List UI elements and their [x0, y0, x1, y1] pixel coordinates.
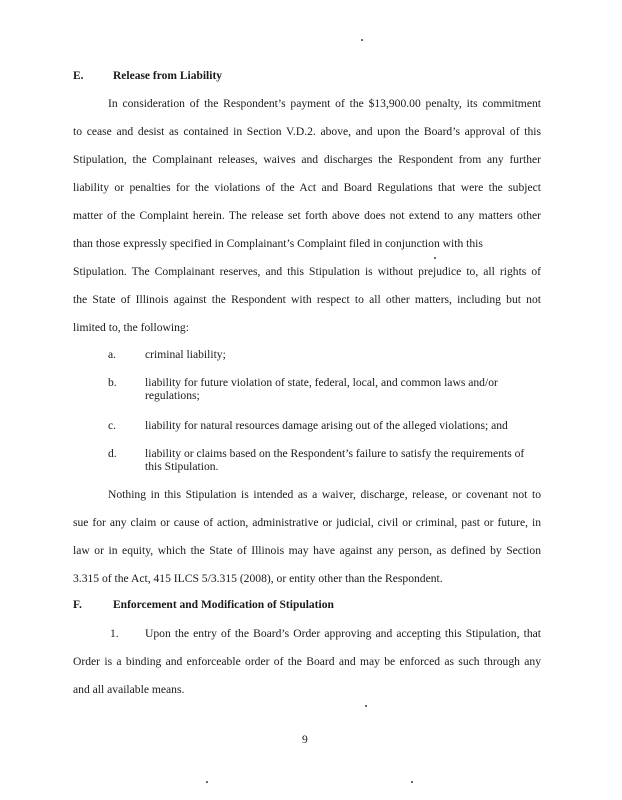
- section-e-line-2: to cease and desist as contained in Section V.D.2. above, and upon the Board’s approval of this: [73, 125, 541, 138]
- list-item-c-text: liability for natural resources damage arising out of the alleged violations; and: [145, 419, 508, 432]
- scan-speck: [361, 39, 363, 41]
- section-e-letter: E.: [73, 70, 84, 82]
- section-e-line-4: liability or penalties for the violations of the Act and Board Regulations that were the subject: [73, 181, 541, 194]
- section-f-line-1: Upon the entry of the Board’s Order approving and accepting this Stipulation, that: [145, 627, 541, 640]
- closing-line-4: 3.315 of the Act, 415 ILCS 5/3.315 (2008), or entity other than the Respondent.: [73, 572, 443, 585]
- section-f-paragraph-number: 1.: [110, 627, 119, 640]
- section-e-line-9: limited to, the following:: [73, 321, 189, 334]
- section-e-line-3: Stipulation, the Complainant releases, waives and discharges the Respondent from any further: [73, 153, 541, 166]
- list-item-d-text: liability or claims based on the Respondent’s failure to satisfy the requirements of this Stipulation.: [145, 447, 525, 473]
- section-f-title: Enforcement and Modification of Stipulation: [113, 599, 334, 611]
- list-item-a-text: criminal liability;: [145, 348, 226, 361]
- section-f-letter: F.: [73, 599, 82, 611]
- section-f-line-2: Order is a binding and enforceable order of the Board and may be enforced as such through any: [73, 655, 541, 668]
- section-e-line-8: the State of Illinois against the Respondent with respect to all other matters, including but not: [73, 293, 541, 306]
- section-e-title: Release from Liability: [113, 70, 223, 82]
- section-e-line-6: than those expressly specified in Complainant’s Complaint filed in conjunction with this: [73, 237, 483, 250]
- list-item-b-text: liability for future violation of state, federal, local, and common laws and/or regulations;: [145, 376, 498, 402]
- list-item-b-letter: b.: [108, 376, 117, 389]
- list-item-a-letter: a.: [108, 348, 117, 361]
- list-item-d-letter: d.: [108, 447, 117, 460]
- page-number: 9: [302, 733, 308, 746]
- closing-line-3: law or in equity, which the State of Illinois may have against any person, as defined by Section: [73, 544, 541, 557]
- section-f-line-3: and all available means.: [73, 683, 185, 696]
- list-item-c-letter: c.: [108, 419, 117, 432]
- scan-speck: [434, 257, 436, 259]
- scan-speck: [206, 781, 208, 783]
- closing-line-1: Nothing in this Stipulation is intended as a waiver, discharge, release, or covenant not to: [108, 488, 541, 501]
- section-e-line-7: Stipulation. The Complainant reserves, and this Stipulation is without prejudice to, all rights of: [73, 265, 541, 278]
- section-e-line-5: matter of the Complaint herein. The release set forth above does not extend to any matters other: [73, 209, 541, 222]
- scan-speck: [365, 705, 367, 707]
- scan-speck: [411, 781, 413, 783]
- closing-line-2: sue for any claim or cause of action, administrative or judicial, civil or criminal, past or future, in: [73, 516, 541, 529]
- section-e-line-1: In consideration of the Respondent’s payment of the $13,900.00 penalty, its commitment: [108, 97, 541, 110]
